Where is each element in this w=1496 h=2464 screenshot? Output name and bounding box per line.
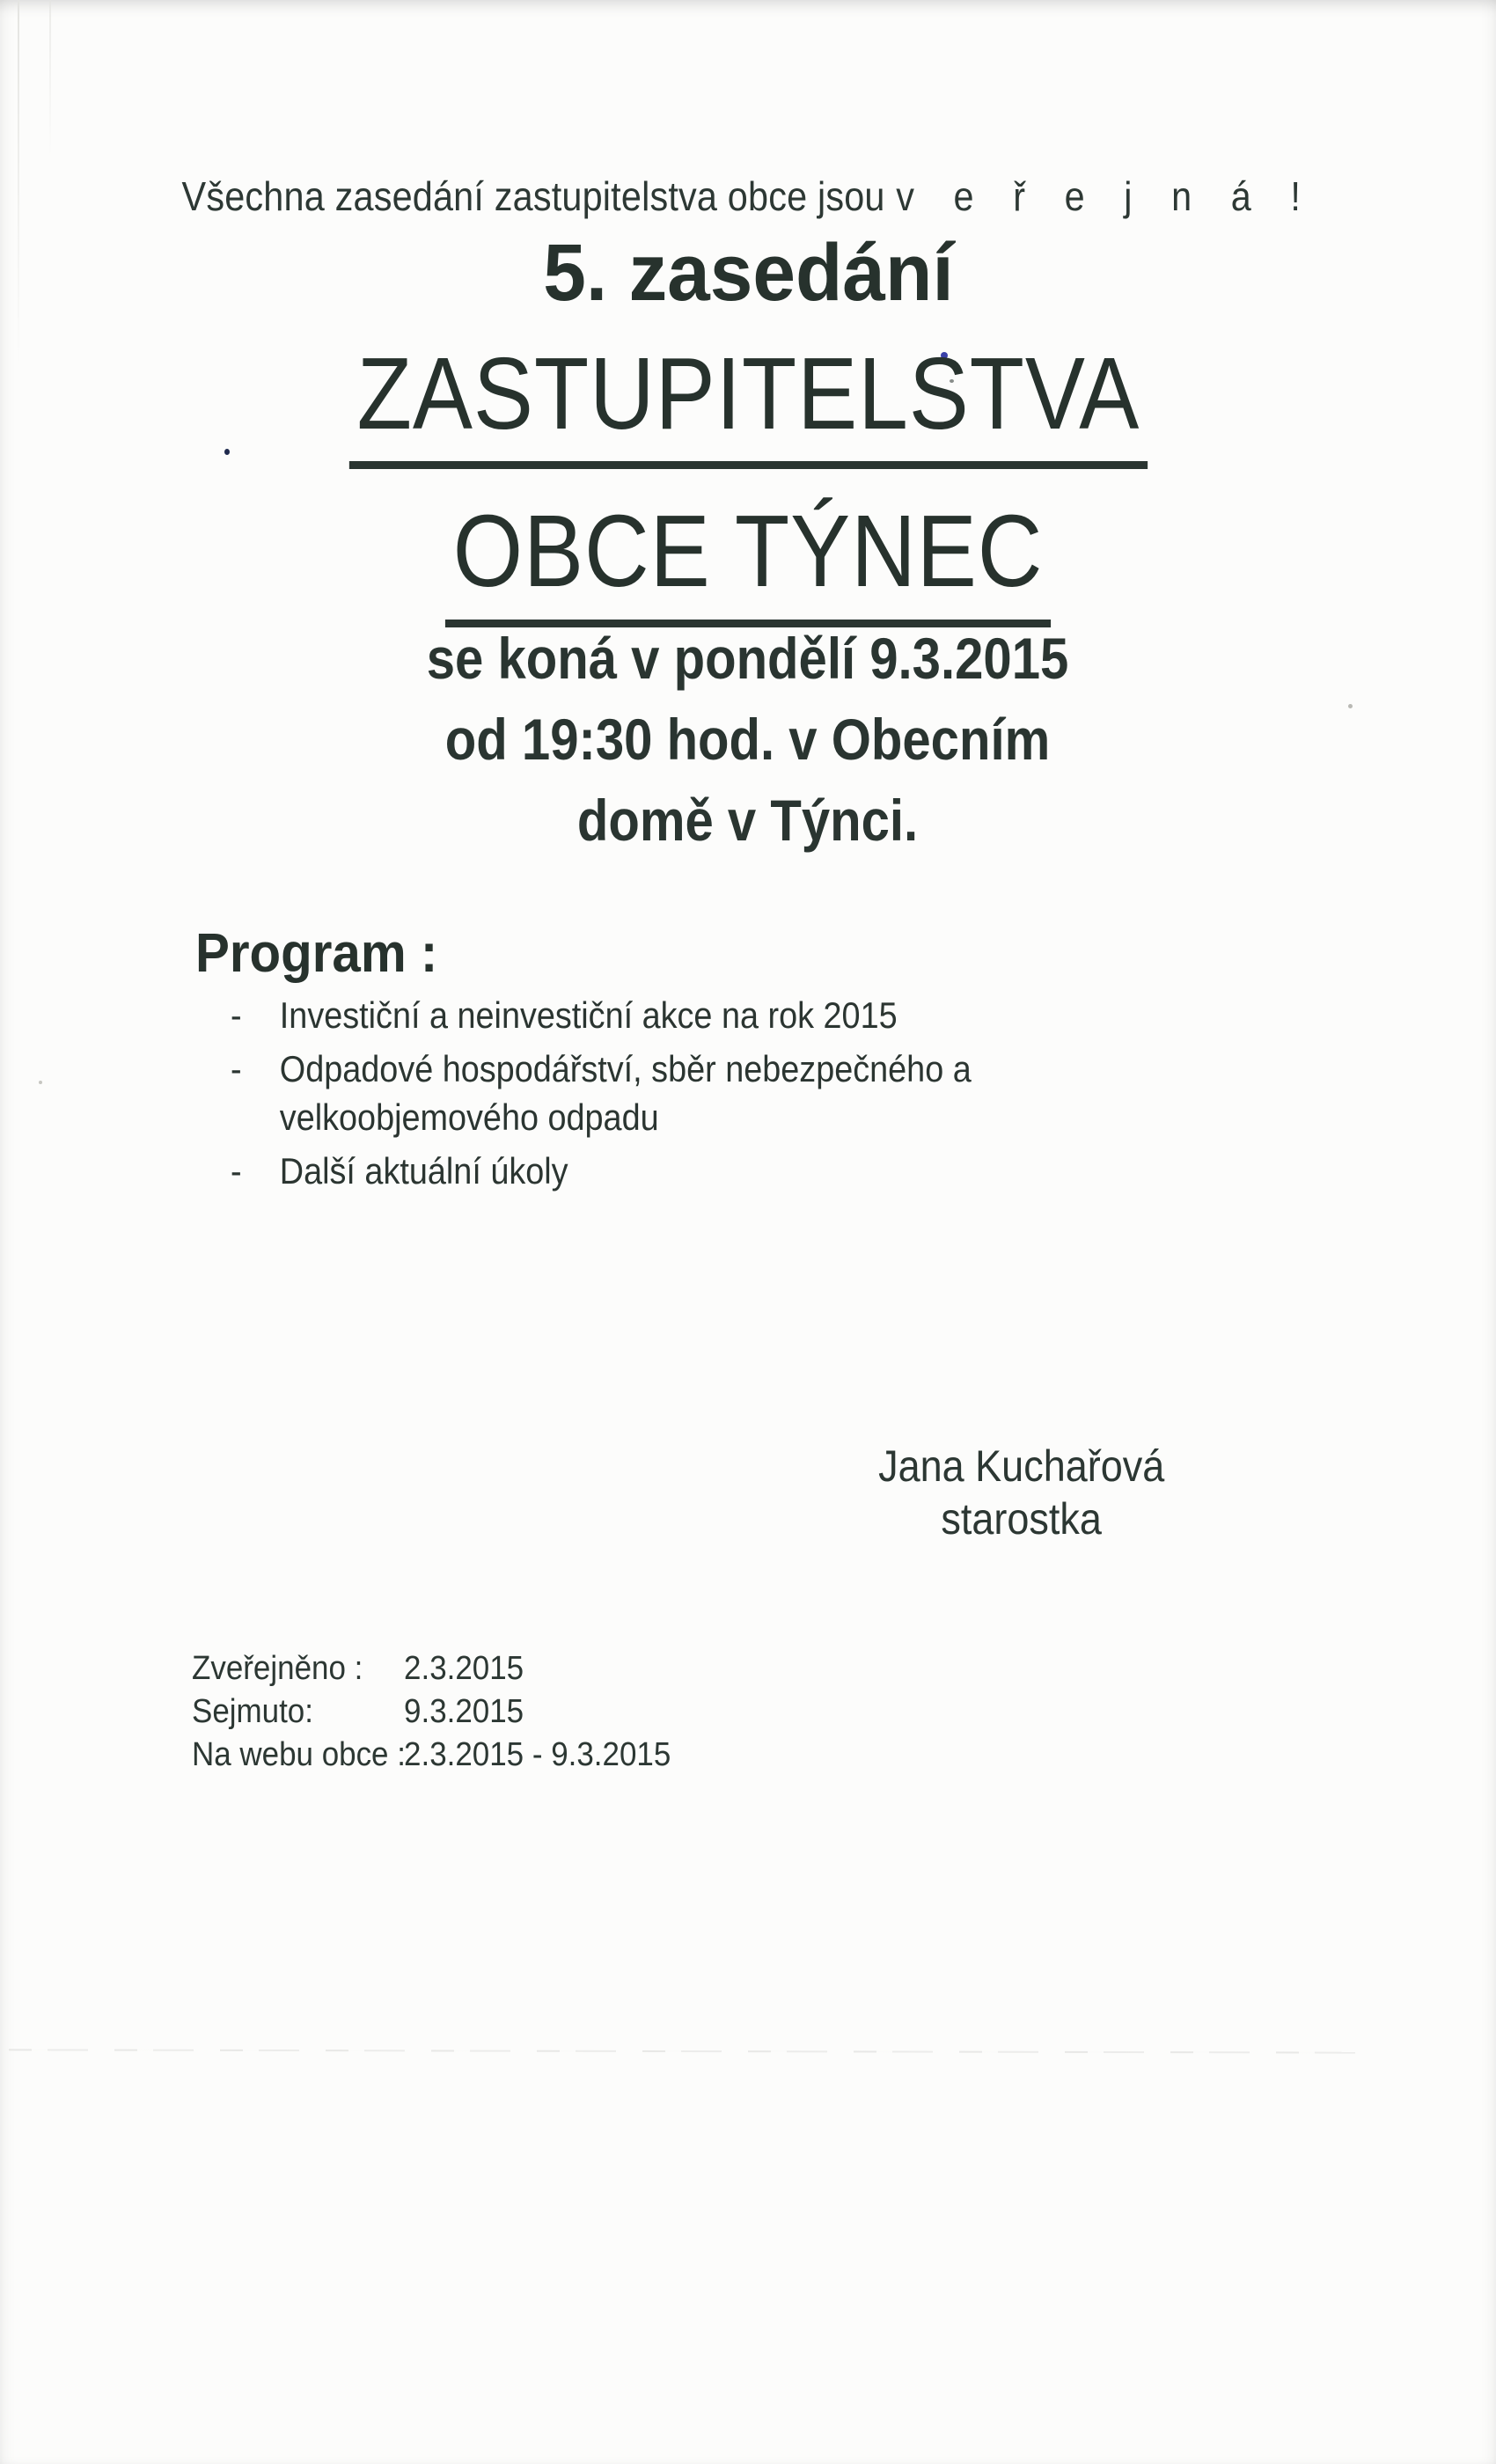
title-zastupitelstva: ZASTUPITELSTVA [348, 341, 1147, 469]
posting-dates-block [192, 1647, 671, 1777]
footer-row-removed [192, 1690, 671, 1734]
program-list [231, 991, 1023, 1200]
signature-role: starostka [941, 1494, 1102, 1544]
session-number: 5. zasedání [542, 228, 954, 318]
meeting-time-line: od 19:30 hod. v Obecním [445, 707, 1051, 772]
program-heading: Program : [195, 923, 438, 984]
footer-label: Na webu obce : [192, 1736, 406, 1773]
notice-emphasis: v e ř e j n á ! [895, 173, 1315, 219]
footer-value: 2.3.2015 - 9.3.2015 [404, 1736, 671, 1773]
meeting-datetime-block [0, 618, 1496, 861]
footer-label: Zveřejněno : [192, 1650, 363, 1687]
program-item-line: velkoobjemového odpadu [279, 1096, 659, 1138]
footer-value: 2.3.2015 [404, 1650, 524, 1687]
footer-row-published [192, 1647, 671, 1690]
scan-streak [49, 0, 51, 158]
title-obce-tynec: OBCE TÝNEC [445, 499, 1051, 627]
notice-prefix: Všechna zasedání zastupitelstva obce jsou [181, 173, 885, 219]
footer-row-web [192, 1734, 671, 1777]
title-row-2 [0, 494, 1496, 627]
footer-value: 9.3.2015 [404, 1693, 524, 1730]
meeting-place-line: domě v Týnci. [577, 788, 919, 853]
program-item-line: Odpadové hospodářství, sběr nebezpečného a [279, 1048, 972, 1089]
program-item [231, 1045, 1023, 1141]
bullet-dash: - [231, 994, 242, 1036]
signature-name: Jana Kuchařová [878, 1441, 1165, 1491]
footer-label: Sejmuto: [192, 1693, 313, 1730]
program-item-line: Další aktuální úkoly [279, 1150, 568, 1192]
program-item [231, 1147, 1023, 1195]
program-item-line: Investiční a neinvestiční akce na rok 2015 [279, 994, 898, 1036]
title-row-1 [0, 336, 1496, 469]
scan-artifact-speck [39, 1081, 42, 1084]
signature-block [862, 1440, 1179, 1545]
bullet-dash: - [231, 1150, 242, 1192]
meeting-date-line: se koná v pondělí 9.3.2015 [427, 626, 1069, 691]
scan-scratch-line [9, 2049, 1355, 2053]
public-notice-line [0, 172, 1496, 220]
bullet-dash: - [231, 1048, 242, 1089]
program-item [231, 991, 1023, 1039]
main-title-block [0, 336, 1496, 627]
